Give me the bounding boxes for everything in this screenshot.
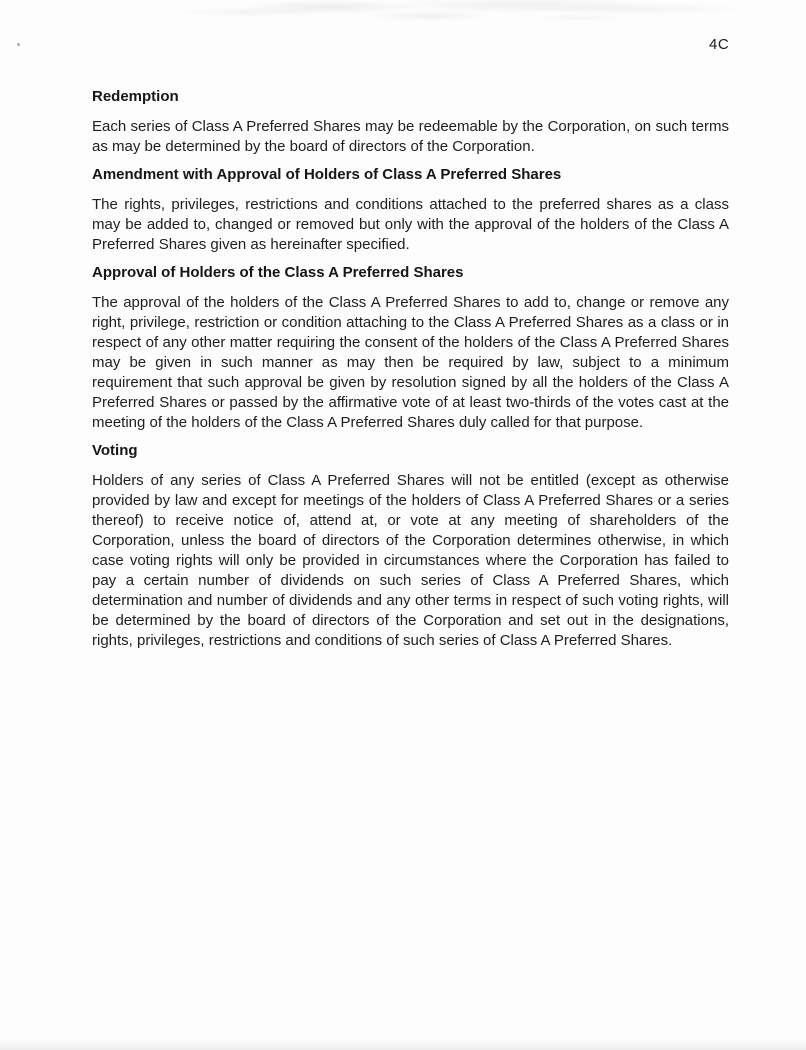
section-approval-of-holders xyxy=(92,263,729,433)
scan-artifact-top xyxy=(0,0,806,30)
section-paragraph: The rights, privileges, restrictions and conditions attached to the preferred shares as a class may be added to, changed or removed but only with the approval of the holders of the Class A Preferred Shares given as hereinafter specified. xyxy=(92,196,729,253)
section-heading: Redemption xyxy=(92,88,179,105)
scan-artifact-bottom xyxy=(0,1038,806,1050)
document-content xyxy=(92,87,729,659)
section-paragraph: Each series of Class A Preferred Shares may be redeemable by the Corporation, on such terms as may be determined by the board of directors of the Corporation. xyxy=(92,118,729,155)
section-heading: Amendment with Approval of Holders of Class A Preferred Shares xyxy=(92,166,562,183)
section-amendment-with-approval xyxy=(92,165,729,255)
section-heading: Voting xyxy=(92,442,138,459)
section-heading: Approval of Holders of the Class A Preferred Shares xyxy=(92,264,464,281)
section-paragraph: Holders of any series of Class A Preferred Shares will not be entitled (except as otherwise provided by law and except for meetings of the holders of Class A Preferred Shares or a series thereof) to receive notice of, attend at, or vote at any meeting of shareholders of the Corporation, unless the board of directors of the Corporation determines otherwise, in which case voting rights will only be provided in circumstances where the Corporation has failed to pay a certain number of dividends on such series of Class A Preferred Shares, which determination and number of dividends and any other terms in respect of such voting rights, will be determined by the board of directors of the Corporation and set out in the designations, rights, privileges, restrictions and conditions of such series of Class A Preferred Shares. xyxy=(92,472,729,649)
section-redemption xyxy=(92,87,729,157)
section-paragraph: The approval of the holders of the Class A Preferred Shares to add to, change or remove any right, privilege, restriction or condition attaching to the Class A Preferred Shares as a class or in respect of any other matter requiring the consent of the holders of the Class A Preferred Shares may be given in such manner as may then be required by law, subject to a minimum requirement that such approval be given by resolution signed by all the holders of the Class A Preferred Shares or passed by the affirmative vote of at least two-thirds of the votes cast at the meeting of the holders of the Class A Preferred Shares duly called for that purpose. xyxy=(92,294,729,431)
scan-speck xyxy=(17,43,20,46)
page-number: 4C xyxy=(709,36,730,53)
section-voting xyxy=(92,441,729,651)
